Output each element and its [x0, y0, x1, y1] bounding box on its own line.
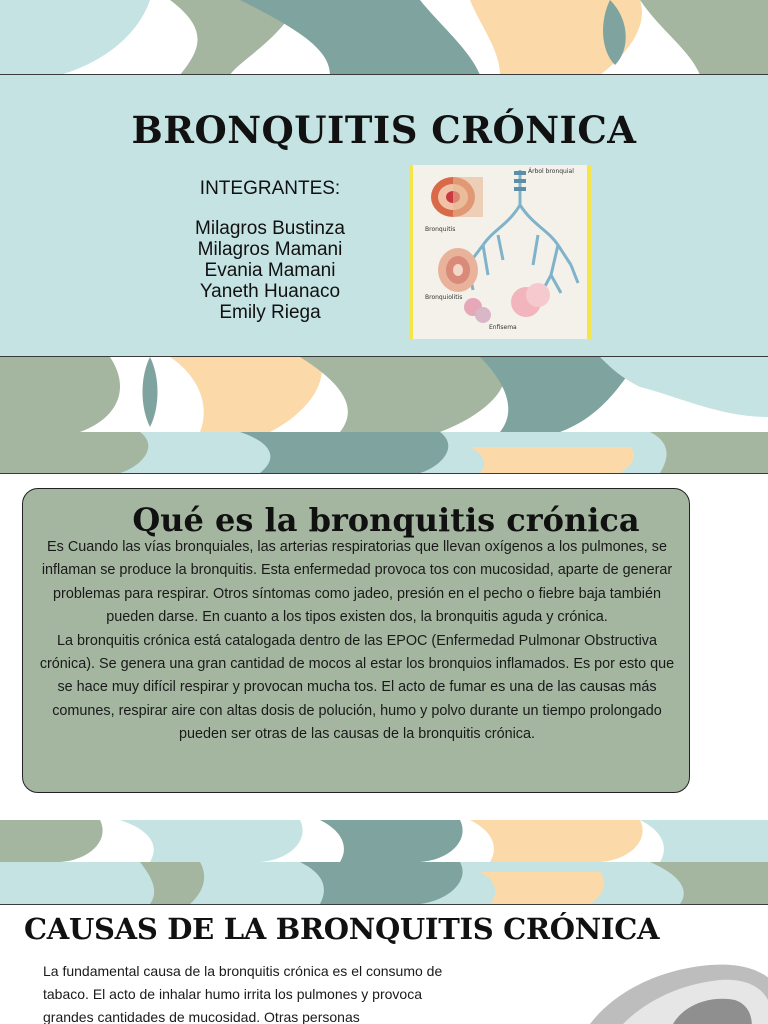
team-member: Yaneth Huanaco: [199, 281, 341, 302]
definition-paragraph: La bronquitis crónica está catalogada dentro de las EPOC (Enfermedad Pulmonar Obstructiva crónica). Se genera una gran cantidad de mocos al estar los bronquios inflamados. Es por esto que se hace muy difícil respirar y provocan mucha tos. El acto de fumar es una de las causas más comunes, respirar aire con altas dosis de polución, humo y polvo durante un tiempo prolongado pueden ser otras de las causas de la bronquitis crónica.: [39, 632, 675, 743]
causes-title: CAUSAS DE LA BRONQUITIS CRÓNICA: [24, 912, 660, 946]
definition-body: [37, 536, 677, 747]
team-member: Evania Mamani: [204, 260, 336, 281]
team-member: Milagros Mamani: [197, 239, 343, 260]
figure-label-emphysema: Enfisema: [489, 324, 517, 331]
page-title: BRONQUITIS CRÓNICA: [131, 108, 637, 152]
definition-title: Qué es la bronquitis crónica: [132, 501, 640, 539]
definition-paragraph: Es Cuando las vías bronquiales, las arterias respiratorias que llevan oxígenos a los pulmones, se inflaman se produce la bronquitis. Esta enfermedad provoca tos con mucosidad, aparte de generar problemas para respirar. Otros síntomas como jadeo, presión en el pecho o fiebre baja también pueden darse. En cuanto a los tipos existen dos, la bronquitis aguda y crónica.: [41, 539, 673, 626]
team-heading: INTEGRANTES:: [199, 178, 341, 199]
team-members-list: [120, 218, 420, 323]
divider-line: [0, 473, 768, 474]
figure-label-tree: Árbol bronquial: [528, 168, 574, 175]
decorative-band-middle: [0, 357, 768, 473]
title-panel: [0, 75, 768, 356]
divider-line: [0, 904, 768, 905]
decorative-band-bottom: [0, 820, 768, 904]
figure-label-bronchitis: Bronquitis: [425, 226, 456, 233]
causes-photo: [560, 960, 768, 1024]
causes-body: La fundamental causa de la bronquitis crónica es el consumo de tabaco. El acto de inhalar humo irrita los pulmones y provoca grandes cantidades de mucosidad. Otras personas: [43, 963, 443, 1024]
team-member: Milagros Bustinza: [195, 218, 345, 239]
team-member: Emily Riega: [219, 302, 321, 323]
definition-card: [22, 488, 690, 793]
bronchi-illustration: [409, 165, 591, 339]
figure-label-bronchiolitis: Bronquiolitis: [425, 294, 463, 301]
decorative-band-top: [0, 0, 768, 75]
